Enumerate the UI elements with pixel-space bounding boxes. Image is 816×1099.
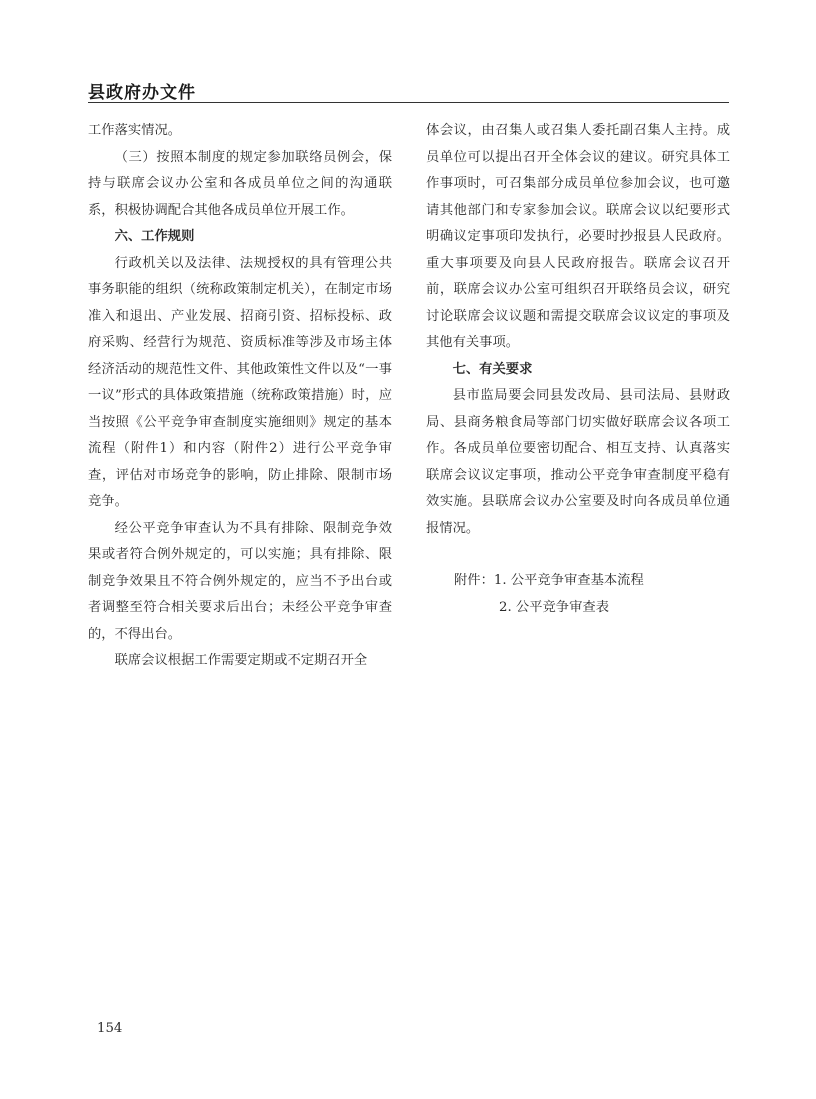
running-header-title: 县政府办文件 — [88, 83, 196, 103]
right-text-column — [426, 118, 730, 621]
paragraph-review-scope: 行政机关以及法律、法规授权的具有管理公共事务职能的组织（统称政策制定机关），在制定市场准入和退出、产业发展、招商引资、招标投标、政府采购、经营行为规范、资质标准等涉及市场主体经济活动的规范性文件、其他政策性文件以及“一事一议”形式的具体政策措施（统称政策措施）时，应当按照《公平竞争审查制度实施细则》规定的基本流程（附件1）和内容（附件2）进行公平竞争审查，评估对市场竞争的影响，防止排除、限制市场竞争。 — [88, 255, 392, 509]
page-number: 154 — [97, 1021, 123, 1036]
left-text-column — [88, 118, 392, 675]
paragraph-meeting-procedure: 体会议，由召集人或召集人委托副召集人主持。成员单位可以提出召开全体会议的建议。研究具体工作事项时，可召集部分成员单位参加会议，也可邀请其他部门和专家参加会议。联席会议以纪要形式明确议定事项印发执行，必要时抄报县人民政府。重大事项要及向县人民政府报告。联席会议召开前，联席会议办公室可组织召开联络员会议，研究讨论联席会议议题和需提交联席会议议定的事项及其他有关事项。 — [426, 123, 730, 350]
section-heading-requirements: 七、有关要求 — [452, 361, 533, 377]
attachments-list — [426, 568, 730, 621]
paragraph-review-outcome: 经公平竞争审查认为不具有排除、限制竞争效果或者符合例外规定的，可以实施；具有排除、限制竞争效果且不符合例外规定的，应当不予出台或者调整至符合相关要求后出台；未经公平竞争审查的，不得出台。 — [88, 520, 392, 642]
attachment-item-2: 2. 公平竞争审查表 — [499, 599, 609, 615]
paragraph-liaison-duties: （三）按照本制度的规定参加联络员例会，保持与联席会议办公室和各成员单位之间的沟通联系，积极协调配合其他各成员单位开展工作。 — [88, 149, 392, 218]
paragraph-requirements: 县市监局要会同县发改局、县司法局、县财政局、县商务粮食局等部门切实做好联席会议各项工作。各成员单位要密切配合、相互支持、认真落实联席会议议定事项，推动公平竞争审查制度平稳有效实施。县联席会议办公室要及时向各成员单位通报情况。 — [426, 388, 730, 536]
paragraph-meeting-schedule: 联席会议根据工作需要定期或不定期召开全 — [114, 653, 368, 668]
attachment-item-1: 附件：1. 公平竞争审查基本流程 — [454, 573, 644, 588]
paragraph-continuation: 工作落实情况。 — [88, 123, 182, 138]
section-heading-work-rules: 六、工作规则 — [114, 229, 195, 244]
header-divider — [88, 102, 729, 103]
